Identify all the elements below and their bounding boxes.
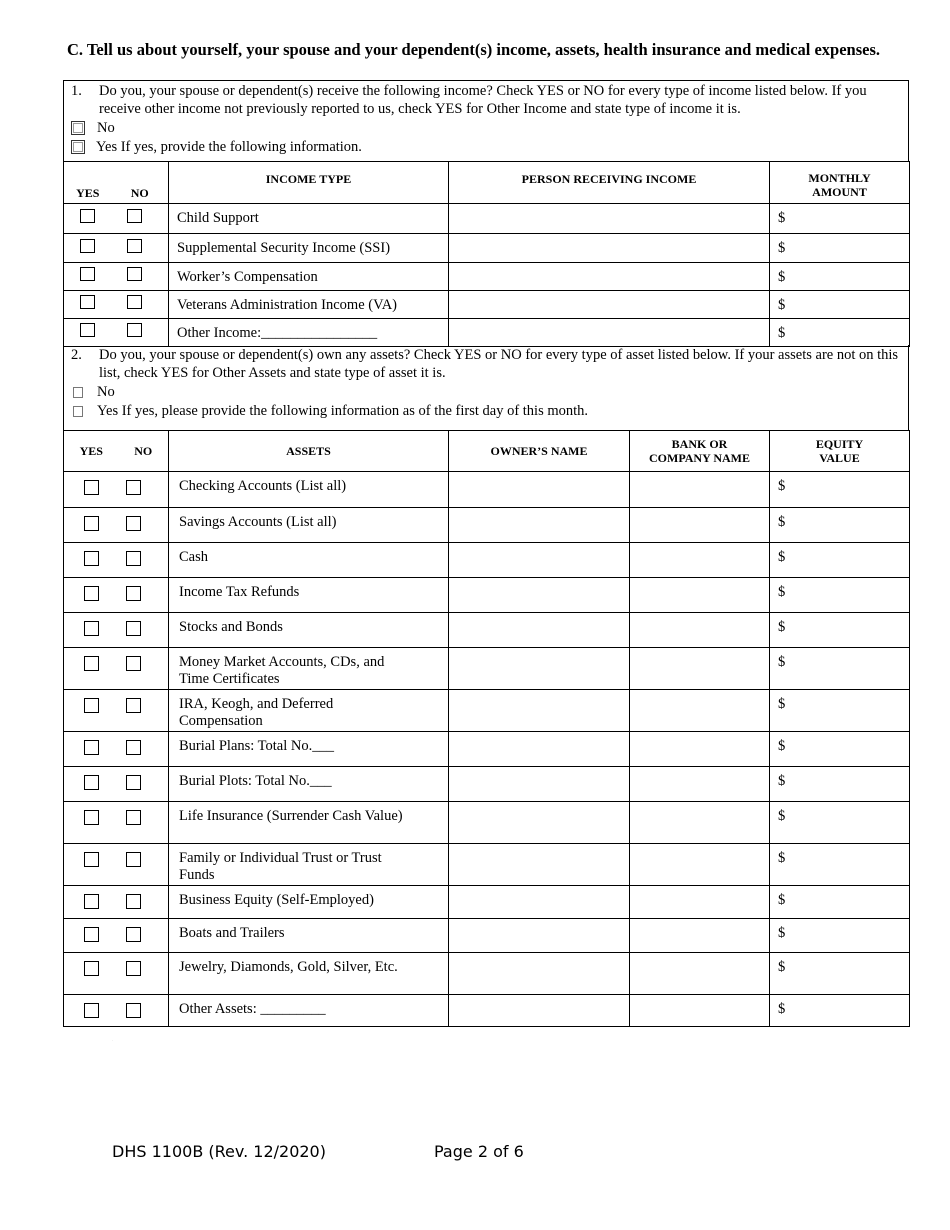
asset-owner-field[interactable]: [449, 508, 630, 543]
asset-no-checkbox[interactable]: [126, 961, 141, 976]
asset-yes-cell: [64, 690, 119, 732]
asset-yes-cell: [64, 732, 119, 767]
asset-yes-checkbox[interactable]: [84, 775, 99, 790]
asset-no-cell: [119, 690, 169, 732]
asset-value-field[interactable]: $: [770, 508, 910, 543]
asset-no-cell: [119, 953, 169, 995]
income-type-cell: Veterans Administration Income (VA): [169, 291, 449, 319]
asset-yes-checkbox[interactable]: [84, 927, 99, 942]
income-person-field[interactable]: [449, 234, 770, 263]
income-header-no: NO: [112, 162, 169, 204]
asset-no-checkbox[interactable]: [126, 894, 141, 909]
asset-yes-cell: [64, 767, 119, 802]
asset-bank-field[interactable]: [630, 472, 770, 508]
asset-yes-checkbox[interactable]: [84, 810, 99, 825]
assets-header-assets: ASSETS: [169, 431, 449, 472]
asset-owner-field[interactable]: [449, 578, 630, 613]
asset-yes-cell: [64, 995, 119, 1027]
q2-no-label: No: [97, 384, 115, 400]
asset-name-cell: Family or Individual Trust or Trust Funds: [169, 844, 449, 886]
asset-no-cell: [119, 732, 169, 767]
asset-owner-field[interactable]: [449, 543, 630, 578]
asset-bank-field[interactable]: [630, 732, 770, 767]
income-no-checkbox[interactable]: [127, 323, 142, 337]
income-type-cell: Child Support: [169, 204, 449, 234]
asset-no-cell: [119, 613, 169, 648]
asset-yes-checkbox[interactable]: [84, 894, 99, 909]
asset-value-field[interactable]: $: [770, 613, 910, 648]
asset-row: [64, 613, 910, 648]
income-row: [64, 234, 910, 263]
asset-owner-field[interactable]: [449, 802, 630, 844]
income-header-amount-1: MONTHLY: [808, 170, 871, 185]
income-yes-cell: [64, 263, 112, 291]
q2-yes-checkbox[interactable]: [73, 406, 83, 417]
asset-bank-field[interactable]: [630, 767, 770, 802]
asset-value-field[interactable]: $: [770, 767, 910, 802]
income-type-cell: Worker’s Compensation: [169, 263, 449, 291]
asset-no-checkbox[interactable]: [126, 775, 141, 790]
assets-header-bank: [630, 431, 770, 472]
asset-no-checkbox[interactable]: [126, 516, 141, 531]
q1-no-option[interactable]: [71, 119, 115, 137]
asset-value-field[interactable]: $: [770, 953, 910, 995]
asset-owner-field[interactable]: [449, 690, 630, 732]
asset-no-checkbox[interactable]: [126, 927, 141, 942]
income-no-cell: [112, 263, 169, 291]
asset-owner-field[interactable]: [449, 472, 630, 508]
asset-yes-checkbox[interactable]: [84, 698, 99, 713]
income-yes-checkbox[interactable]: [80, 209, 95, 223]
asset-bank-field[interactable]: [630, 508, 770, 543]
income-header-person: PERSON RECEIVING INCOME: [449, 162, 770, 204]
asset-no-checkbox[interactable]: [126, 551, 141, 566]
assets-table: [63, 430, 910, 1027]
income-table-body: [64, 204, 910, 347]
income-amount-field[interactable]: $: [770, 263, 910, 291]
asset-no-cell: [119, 648, 169, 690]
asset-no-checkbox[interactable]: [126, 621, 141, 636]
asset-yes-checkbox[interactable]: [84, 586, 99, 601]
asset-yes-checkbox[interactable]: [84, 621, 99, 636]
asset-name-cell: Burial Plans: Total No.___: [169, 732, 449, 767]
asset-no-checkbox[interactable]: [126, 1003, 141, 1018]
asset-yes-cell: [64, 578, 119, 613]
asset-row: [64, 953, 910, 995]
asset-owner-field[interactable]: [449, 919, 630, 953]
income-header-type: INCOME TYPE: [169, 162, 449, 204]
q1-no-checkbox[interactable]: [71, 121, 85, 135]
asset-yes-cell: [64, 648, 119, 690]
assets-header-yes: YES: [64, 431, 119, 472]
asset-yes-cell: [64, 953, 119, 995]
asset-yes-checkbox[interactable]: [84, 551, 99, 566]
footer-page-number: Page 2 of 6: [434, 1142, 524, 1161]
income-no-cell: [112, 319, 169, 347]
asset-owner-field[interactable]: [449, 844, 630, 886]
asset-name-cell: Jewelry, Diamonds, Gold, Silver, Etc.: [169, 953, 449, 995]
asset-name-cell: IRA, Keogh, and Deferred Compensation: [169, 690, 449, 732]
asset-bank-field[interactable]: [630, 919, 770, 953]
asset-name-cell: Cash: [169, 543, 449, 578]
asset-no-cell: [119, 543, 169, 578]
asset-name-cell: Burial Plots: Total No.___: [169, 767, 449, 802]
asset-no-cell: [119, 508, 169, 543]
asset-yes-cell: [64, 844, 119, 886]
asset-yes-checkbox[interactable]: [84, 516, 99, 531]
asset-value-field[interactable]: $: [770, 732, 910, 767]
asset-value-field[interactable]: $: [770, 844, 910, 886]
asset-yes-cell: [64, 472, 119, 508]
income-person-field[interactable]: [449, 319, 770, 347]
q2-no-option[interactable]: [73, 383, 115, 401]
q2-number: 2.: [71, 347, 82, 363]
asset-row: [64, 543, 910, 578]
q1-yes-label: Yes If yes, provide the following information.: [96, 139, 362, 155]
income-person-field[interactable]: [449, 291, 770, 319]
asset-row: [64, 767, 910, 802]
income-table: [63, 161, 910, 347]
income-row: [64, 204, 910, 234]
asset-no-cell: [119, 995, 169, 1027]
income-person-field[interactable]: [449, 204, 770, 234]
assets-table-body: [64, 472, 910, 1027]
asset-value-field[interactable]: $: [770, 690, 910, 732]
asset-value-field[interactable]: $: [770, 543, 910, 578]
asset-name-cell: Money Market Accounts, CDs, and Time Certificates: [169, 648, 449, 690]
income-yes-checkbox[interactable]: [80, 239, 95, 253]
asset-no-cell: [119, 919, 169, 953]
asset-yes-cell: [64, 919, 119, 953]
asset-no-checkbox[interactable]: [126, 852, 141, 867]
asset-bank-field[interactable]: [630, 995, 770, 1027]
asset-bank-field[interactable]: [630, 844, 770, 886]
asset-row: [64, 995, 910, 1027]
income-no-checkbox[interactable]: [127, 295, 142, 309]
asset-name-cell: Savings Accounts (List all): [169, 508, 449, 543]
asset-bank-field[interactable]: [630, 690, 770, 732]
asset-yes-checkbox[interactable]: [84, 1003, 99, 1018]
q2-text: Do you, your spouse or dependent(s) own any assets? Check YES or NO for every type of asset listed below. If your assets are not on this list, check YES for Other Assets and state type of asset it is.: [99, 347, 899, 381]
asset-yes-cell: [64, 613, 119, 648]
asset-value-field[interactable]: $: [770, 578, 910, 613]
income-yes-checkbox[interactable]: [80, 267, 95, 281]
income-type-cell: Other Income:________________: [169, 319, 449, 347]
q1-number: 1.: [71, 83, 82, 99]
income-row: [64, 263, 910, 291]
asset-bank-field[interactable]: [630, 613, 770, 648]
asset-no-checkbox[interactable]: [126, 586, 141, 601]
asset-yes-checkbox[interactable]: [84, 480, 99, 495]
asset-no-checkbox[interactable]: [126, 480, 141, 495]
asset-no-cell: [119, 578, 169, 613]
asset-yes-checkbox[interactable]: [84, 740, 99, 755]
asset-no-cell: [119, 767, 169, 802]
income-yes-cell: [64, 291, 112, 319]
q2-yes-label: Yes If yes, please provide the following information as of the first day of this month.: [97, 403, 589, 419]
asset-name-cell: Stocks and Bonds: [169, 613, 449, 648]
income-no-cell: [112, 291, 169, 319]
asset-no-cell: [119, 844, 169, 886]
asset-bank-field[interactable]: [630, 543, 770, 578]
q2-yes-option[interactable]: [73, 402, 588, 420]
asset-no-checkbox[interactable]: [126, 810, 141, 825]
asset-no-cell: [119, 802, 169, 844]
asset-row: [64, 919, 910, 953]
asset-yes-checkbox[interactable]: [84, 961, 99, 976]
income-header-yes: YES: [64, 162, 112, 204]
asset-no-cell: [119, 472, 169, 508]
income-no-checkbox[interactable]: [127, 239, 142, 253]
asset-row: [64, 844, 910, 886]
asset-no-checkbox[interactable]: [126, 740, 141, 755]
asset-row: [64, 802, 910, 844]
asset-no-checkbox[interactable]: [126, 656, 141, 671]
asset-bank-field[interactable]: [630, 953, 770, 995]
asset-row: [64, 472, 910, 508]
q1-yes-option[interactable]: [71, 138, 362, 156]
income-amount-field[interactable]: $: [770, 319, 910, 347]
income-yes-cell: [64, 204, 112, 234]
q1-text: Do you, your spouse or dependent(s) receive the following income? Check YES or NO for every type of income listed below. If you receive other income not previously reported to us, check YES for Other Income and state type of income it is.: [99, 83, 867, 117]
assets-header-bank-1: BANK OR: [671, 437, 728, 451]
asset-owner-field[interactable]: [449, 732, 630, 767]
asset-value-field[interactable]: $: [770, 995, 910, 1027]
asset-yes-cell: [64, 802, 119, 844]
income-yes-cell: [64, 234, 112, 263]
q1-no-label: No: [97, 120, 115, 136]
income-person-field[interactable]: [449, 263, 770, 291]
asset-value-field[interactable]: $: [770, 919, 910, 953]
assets-header-equity-1: EQUITY: [815, 437, 864, 451]
asset-name-cell: Boats and Trailers: [169, 919, 449, 953]
asset-bank-field[interactable]: [630, 802, 770, 844]
asset-yes-checkbox[interactable]: [84, 852, 99, 867]
assets-header-equity-2: VALUE: [819, 451, 860, 465]
income-no-cell: [112, 234, 169, 263]
asset-row: [64, 648, 910, 690]
asset-yes-cell: [64, 886, 119, 919]
income-yes-checkbox[interactable]: [80, 295, 95, 309]
assets-header-equity: [770, 431, 910, 472]
asset-owner-field[interactable]: [449, 767, 630, 802]
asset-bank-field[interactable]: [630, 886, 770, 919]
income-header-amount-2: AMOUNT: [812, 184, 867, 199]
assets-header-bank-2: COMPANY NAME: [649, 451, 750, 465]
asset-name-cell: Income Tax Refunds: [169, 578, 449, 613]
asset-name-cell: Business Equity (Self-Employed): [169, 886, 449, 919]
asset-yes-cell: [64, 508, 119, 543]
asset-owner-field[interactable]: [449, 886, 630, 919]
income-row: [64, 291, 910, 319]
asset-owner-field[interactable]: [449, 613, 630, 648]
income-amount-field[interactable]: $: [770, 204, 910, 234]
asset-yes-checkbox[interactable]: [84, 656, 99, 671]
income-yes-checkbox[interactable]: [80, 323, 95, 337]
asset-owner-field[interactable]: [449, 648, 630, 690]
asset-owner-field[interactable]: [449, 995, 630, 1027]
asset-row: [64, 508, 910, 543]
scan-mark: ·: [112, 1039, 113, 1043]
q2-no-checkbox[interactable]: [73, 387, 83, 398]
income-amount-field[interactable]: $: [770, 234, 910, 263]
income-header-amount: [770, 162, 910, 204]
q1-yes-checkbox[interactable]: [71, 140, 85, 154]
asset-name-cell: Other Assets: _________: [169, 995, 449, 1027]
asset-name-cell: Checking Accounts (List all): [169, 472, 449, 508]
asset-value-field[interactable]: $: [770, 886, 910, 919]
footer-form-id: DHS 1100B (Rev. 12/2020): [112, 1142, 326, 1161]
asset-value-field[interactable]: $: [770, 648, 910, 690]
income-no-checkbox[interactable]: [127, 267, 142, 281]
income-yes-cell: [64, 319, 112, 347]
asset-name-cell: Life Insurance (Surrender Cash Value): [169, 802, 449, 844]
asset-no-checkbox[interactable]: [126, 698, 141, 713]
asset-yes-cell: [64, 543, 119, 578]
assets-header-owner: OWNER’S NAME: [449, 431, 630, 472]
asset-owner-field[interactable]: [449, 953, 630, 995]
assets-header-no: NO: [119, 431, 169, 472]
asset-value-field[interactable]: $: [770, 472, 910, 508]
asset-row: [64, 690, 910, 732]
asset-row: [64, 886, 910, 919]
asset-bank-field[interactable]: [630, 648, 770, 690]
asset-bank-field[interactable]: [630, 578, 770, 613]
income-no-checkbox[interactable]: [127, 209, 142, 223]
asset-row: [64, 578, 910, 613]
income-type-cell: Supplemental Security Income (SSI): [169, 234, 449, 263]
income-row: [64, 319, 910, 347]
income-amount-field[interactable]: $: [770, 291, 910, 319]
income-no-cell: [112, 204, 169, 234]
asset-value-field[interactable]: $: [770, 802, 910, 844]
asset-row: [64, 732, 910, 767]
section-title: C. Tell us about yourself, your spouse and your dependent(s) income, assets, health insurance and medical expenses.: [67, 40, 881, 59]
asset-no-cell: [119, 886, 169, 919]
